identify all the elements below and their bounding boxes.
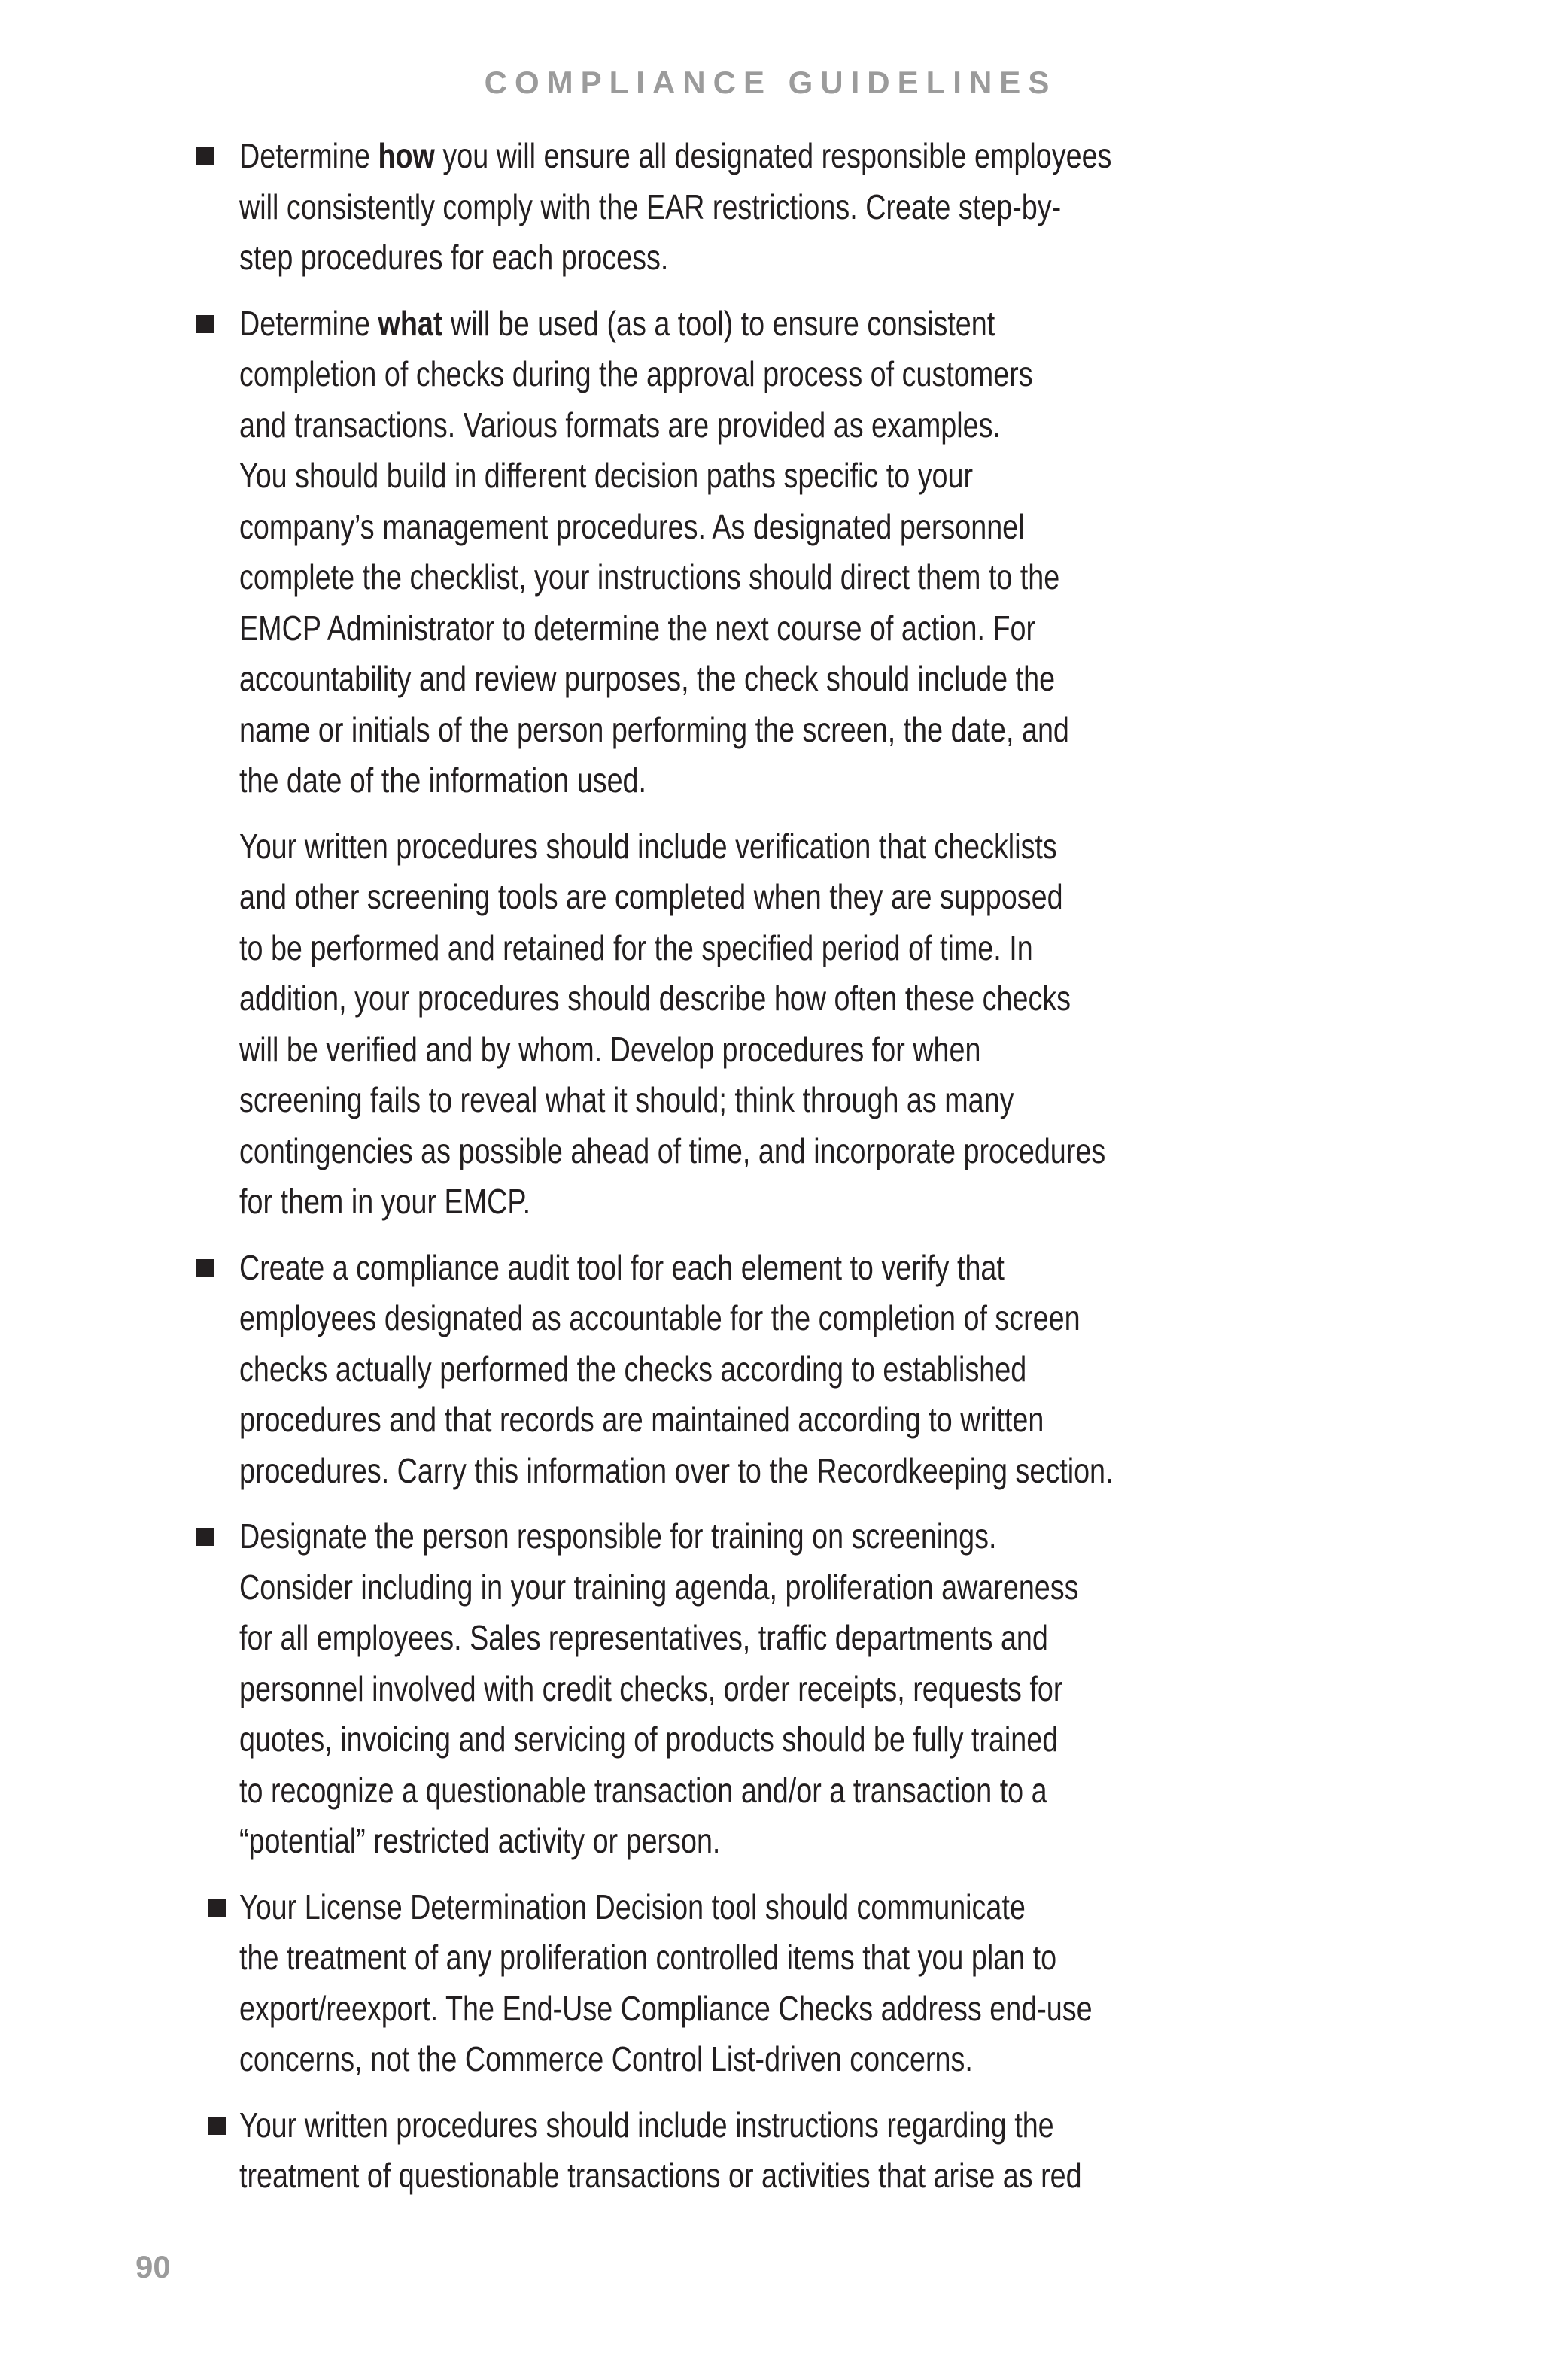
text-line: personnel involved with credit checks, order receipts, requests for — [239, 1668, 1063, 1708]
text-line: Create a compliance audit tool for each element to verify that — [239, 1247, 1005, 1287]
text-line: the date of the information used. — [239, 760, 647, 800]
square-bullet-icon — [196, 147, 214, 165]
text-line: Designate the person responsible for training on screenings. — [239, 1516, 997, 1556]
text-line: complete the checklist, your instructions should direct them to the — [239, 557, 1060, 597]
text-line: treatment of questionable transactions or activities that arise as red — [239, 2156, 1082, 2195]
emphasis-what: what — [378, 303, 443, 343]
text-line: quotes, invoicing and servicing of products should be fully trained — [239, 1720, 1059, 1759]
text-line: to be performed and retained for the specified period of time. In — [239, 927, 1033, 967]
square-bullet-icon — [196, 315, 214, 333]
text-line: Your written procedures should include verification that checklists — [239, 826, 1057, 866]
text-line: EMCP Administrator to determine the next course of action. For — [239, 608, 1036, 648]
text-line: concerns, not the Commerce Control List-driven concerns. — [239, 2039, 973, 2078]
bullet-list — [239, 131, 1413, 2217]
square-bullet-icon — [208, 2117, 226, 2135]
text-line: Consider including in your training agenda, proliferation awareness — [239, 1567, 1079, 1607]
text-line: contingencies as possible ahead of time, and incorporate procedures — [239, 1131, 1106, 1170]
text-line: completion of checks during the approval process of customers — [239, 354, 1033, 393]
text-line: the treatment of any proliferation controlled items that you plan to — [239, 1938, 1057, 1977]
paragraph — [239, 821, 1412, 1228]
paragraph — [239, 2100, 1412, 2202]
text-line: Determine how you will ensure all designated responsible employees — [239, 136, 1112, 175]
text-line: to recognize a questionable transaction and/or a transaction to a — [239, 1770, 1047, 1810]
text-line: and other screening tools are completed when they are supposed — [239, 877, 1063, 916]
text-line: will consistently comply with the EAR restrictions. Create step-by- — [239, 187, 1062, 226]
paragraph — [239, 299, 1412, 806]
bullet-item-training — [239, 1511, 1413, 1867]
text-line: will be verified and by whom. Develop procedures for when — [239, 1029, 981, 1069]
text-line: accountability and review purposes, the check should include the — [239, 659, 1056, 698]
text-line: Determine what will be used (as a tool) to ensure consistent — [239, 303, 995, 343]
bullet-item-questionable-transactions — [239, 2100, 1413, 2202]
page-number: 90 — [135, 2249, 171, 2284]
text-line: addition, your procedures should describe how often these checks — [239, 979, 1071, 1018]
text-line: You should build in different decision paths specific to your — [239, 456, 974, 495]
paragraph — [239, 1882, 1412, 2085]
square-bullet-icon — [208, 1899, 226, 1917]
running-header: COMPLIANCE GUIDELINES — [484, 65, 1057, 100]
text-line: for all employees. Sales representatives, traffic departments and — [239, 1618, 1048, 1657]
text-line: step procedures for each process. — [239, 238, 669, 277]
square-bullet-icon — [196, 1259, 214, 1277]
text-line: company’s management procedures. As designated personnel — [239, 506, 1025, 546]
text-line: export/reexport. The End-Use Compliance Checks address end-use — [239, 1988, 1093, 2028]
bullet-item-license-determination — [239, 1882, 1413, 2085]
bullet-item-audit-tool — [239, 1243, 1413, 1497]
text-line: name or initials of the person performing the screen, the date, and — [239, 709, 1069, 749]
text-line: and transactions. Various formats are provided as examples. — [239, 405, 1001, 445]
text-line: procedures and that records are maintained according to written — [239, 1400, 1044, 1439]
text-line: for them in your EMCP. — [239, 1182, 531, 1221]
text-line: Your License Determination Decision tool should communicate — [239, 1887, 1026, 1926]
paragraph — [239, 131, 1412, 284]
paragraph — [239, 1243, 1412, 1497]
bullet-item-determine-how — [239, 131, 1413, 284]
text-line: screening fails to reveal what it should; think through as many — [239, 1080, 1014, 1119]
text-line: procedures. Carry this information over to the Recordkeeping section. — [239, 1450, 1114, 1490]
square-bullet-icon — [196, 1528, 214, 1546]
emphasis-how: how — [378, 136, 435, 175]
text-line: Your written procedures should include instructions regarding the — [239, 2105, 1054, 2145]
paragraph — [239, 1511, 1412, 1867]
text-line: employees designated as accountable for the completion of screen — [239, 1298, 1081, 1337]
text-line: checks actually performed the checks according to established — [239, 1349, 1027, 1389]
bullet-item-determine-what — [239, 299, 1413, 1228]
text-line: “potential” restricted activity or person. — [239, 1821, 721, 1860]
